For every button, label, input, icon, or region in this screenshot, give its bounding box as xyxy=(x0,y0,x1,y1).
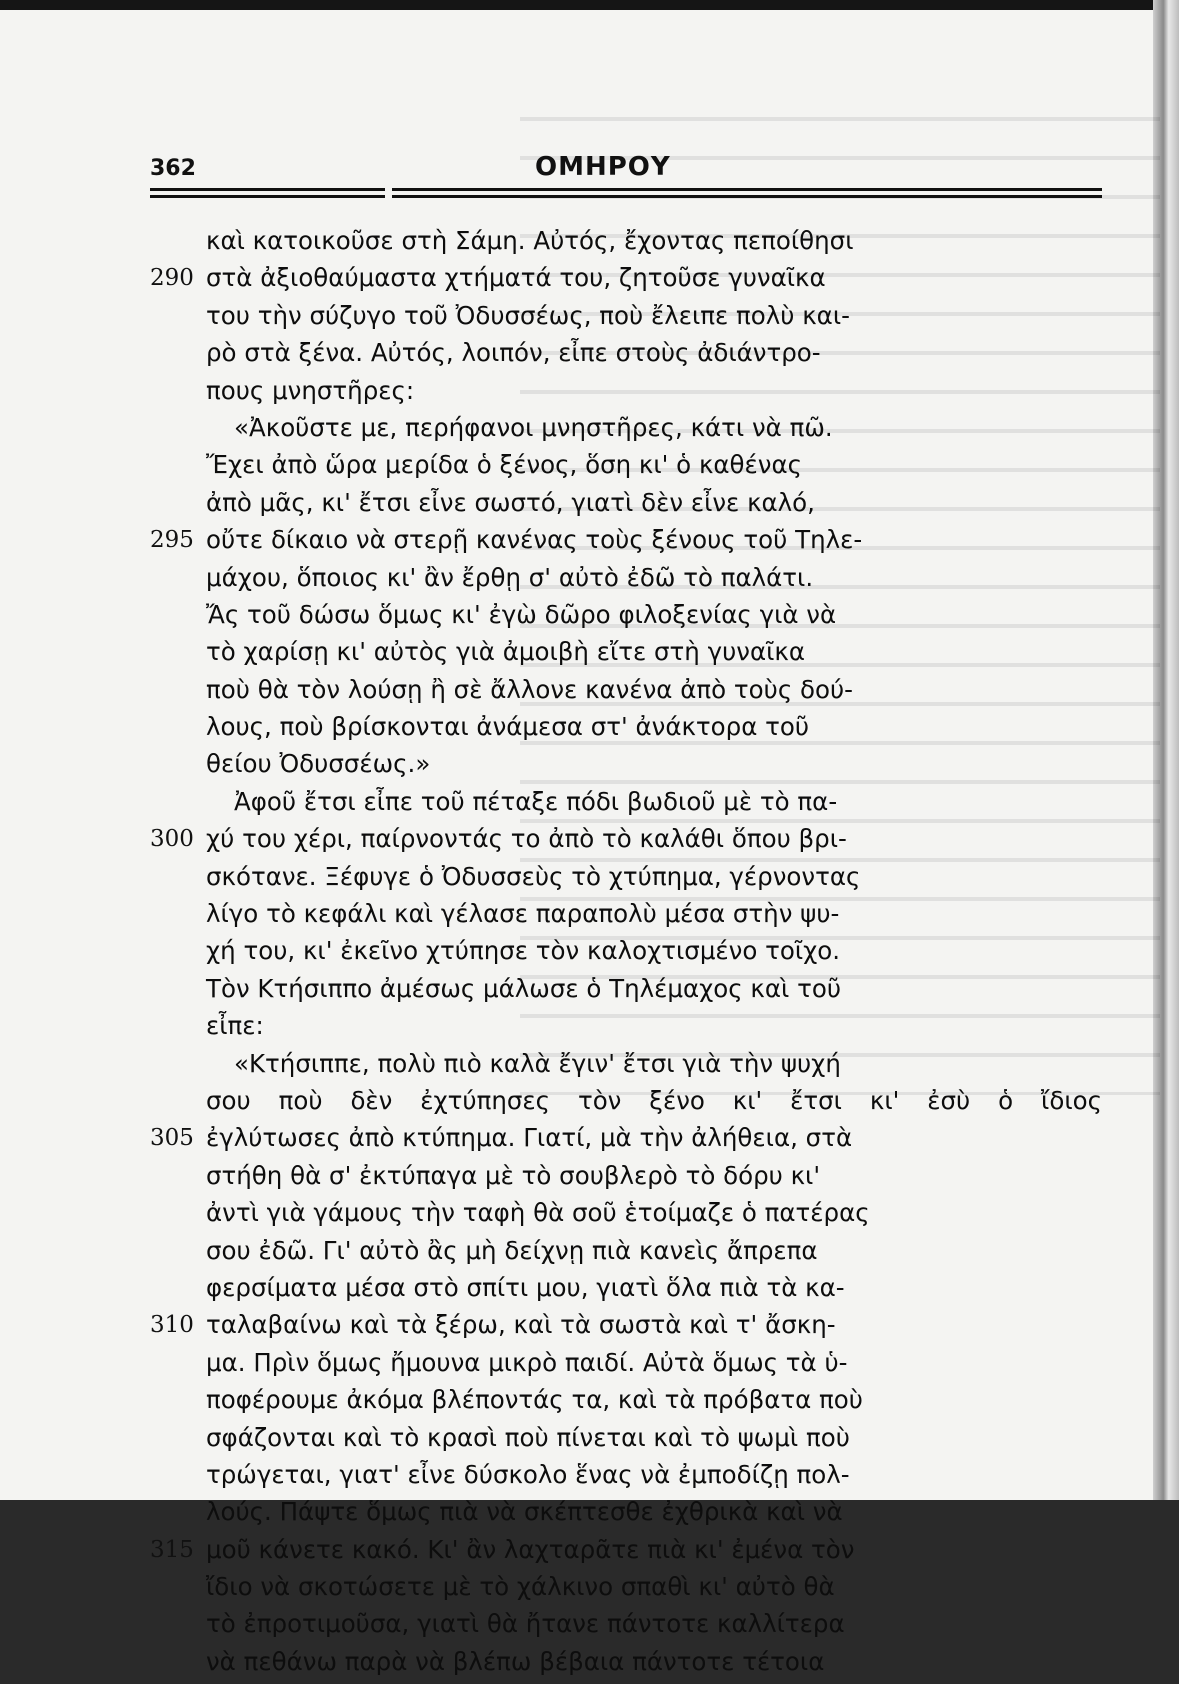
line-text: Ἄς τοῦ δώσω ὅμως κι' ἐγὼ δῶρο φιλοξενίας γιὰ νὰ xyxy=(206,599,837,629)
text-line xyxy=(150,1310,1105,1347)
line-text: μοῦ κάνετε κακό. Κι' ἂν λαχταρᾶτε πιὰ κι' ἐμένα τὸν xyxy=(206,1534,855,1564)
text-line xyxy=(150,749,1105,786)
line-text: λούς. Πάψτε ὅμως πιὰ νὰ σκέπτεσθε ἐχθρικὰ καὶ νὰ xyxy=(206,1497,843,1527)
line-number: 300 xyxy=(150,826,194,853)
line-text: ἀντὶ γιὰ γάμους τὴν ταφὴ θὰ σοῦ ἑτοίμαζε ὁ πατέρας xyxy=(206,1198,870,1228)
text-line xyxy=(150,338,1105,375)
text-line xyxy=(150,824,1105,861)
line-number: 295 xyxy=(150,527,194,554)
line-text: Ἀφοῦ ἔτσι εἶπε τοῦ πέταξε πόδι βωδιοῦ μὲ τὸ πα- xyxy=(234,786,838,816)
line-number: 290 xyxy=(150,265,194,292)
text-line xyxy=(150,1423,1105,1460)
text-line xyxy=(150,1460,1105,1497)
line-text: λους, ποὺ βρίσκονται ἀνάμεσα στ' ἀνάκτορα τοῦ xyxy=(206,712,810,742)
line-text: εἶπε: xyxy=(206,1011,264,1041)
line-text: σου ποὺ δὲν ἐχτύπησες τὸν ξένο κι' ἔτσι κι' ἐσὺ ὁ ἴδιος xyxy=(206,1085,1102,1115)
line-text: ποφέρουμε ἀκόμα βλέποντάς τα, καὶ τὰ πρόβατα ποὺ xyxy=(206,1385,863,1415)
line-text: καὶ κατοικοῦσε στὴ Σάμη. Αὐτός, ἔχοντας πεποίθησι xyxy=(206,226,854,255)
text-line xyxy=(150,263,1105,300)
running-head: ΟΜΗΡΟΥ xyxy=(535,152,671,182)
line-text: «Κτήσιππε, πολὺ πιὸ καλὰ ἔγιν' ἔτσι γιὰ τὴν ψυχή xyxy=(234,1048,841,1078)
page-top-edge xyxy=(0,0,1179,10)
line-text: Ἔχει ἀπὸ ὥρα μερίδα ὁ ξένος, ὅση κι' ὁ καθένας xyxy=(206,450,802,480)
line-text: σκότανε. Ξέφυγε ὁ Ὀδυσσεὺς τὸ χτύπημα, γέρνοντας xyxy=(206,861,861,891)
text-line xyxy=(150,1647,1105,1684)
line-text: στὰ ἀξιοθαύμαστα χτήματά του, ζητοῦσε γυναῖκα xyxy=(206,263,826,293)
line-text: νὰ πεθάνω παρὰ νὰ βλέπω βέβαια πάντοτε τέτοια xyxy=(206,1646,825,1676)
page-header xyxy=(150,150,1102,190)
line-text: Τὸν Κτήσιππο ἀμέσως μάλωσε ὁ Τηλέμαχος καὶ τοῦ xyxy=(206,973,842,1003)
text-line xyxy=(150,488,1105,525)
text-line xyxy=(150,1609,1105,1646)
line-text: ταλαβαίνω καὶ τὰ ξέρω, καὶ τὰ σωστὰ καὶ τ' ἄσκη- xyxy=(206,1310,836,1340)
body-text xyxy=(150,226,1105,1684)
page-number: 362 xyxy=(150,156,196,181)
text-line xyxy=(150,563,1105,600)
text-line xyxy=(150,1011,1105,1048)
line-text: τὸ χαρίσῃ κι' αὐτὸς γιὰ ἀμοιβὴ εἴτε στὴ γυναῖκα xyxy=(206,637,805,667)
text-line xyxy=(150,862,1105,899)
text-line xyxy=(150,899,1105,936)
text-line xyxy=(150,226,1105,263)
text-line xyxy=(150,1086,1105,1123)
text-line xyxy=(150,450,1105,487)
text-line xyxy=(150,974,1105,1011)
text-line xyxy=(150,600,1105,637)
line-text: σου ἐδῶ. Γι' αὐτὸ ἂς μὴ δείχνῃ πιὰ κανεὶς ἄπρεπα xyxy=(206,1235,818,1265)
line-text: πους μνηστῆρες: xyxy=(206,375,415,405)
line-text: «Ἀκοῦστε με, περήφανοι μνηστῆρες, κάτι νὰ πῶ. xyxy=(234,412,833,442)
text-line xyxy=(150,1385,1105,1422)
text-line xyxy=(150,1535,1105,1572)
line-text: χύ του χέρι, παίρνοντάς το ἀπὸ τὸ καλάθι ὅπου βρι- xyxy=(206,824,847,854)
line-text: σφάζονται καὶ τὸ κρασὶ ποὺ πίνεται καὶ τὸ ψωμὶ ποὺ xyxy=(206,1422,850,1452)
text-line xyxy=(150,1123,1105,1160)
line-text: μάχου, ὅποιος κι' ἂν ἔρθῃ σ' αὐτὸ ἐδῶ τὸ παλάτι. xyxy=(206,562,814,592)
line-text: ποὺ θὰ τὸν λούσῃ ἢ σὲ ἄλλονε κανένα ἀπὸ τοὺς δού- xyxy=(206,674,853,704)
text-line xyxy=(150,787,1105,824)
text-line xyxy=(150,712,1105,749)
line-number: 315 xyxy=(150,1536,194,1563)
text-line xyxy=(150,1273,1105,1310)
line-text: οὔτε δίκαιο νὰ στερῇ κανένας τοὺς ξένους τοῦ Τηλε- xyxy=(206,525,863,555)
text-line xyxy=(150,1049,1105,1086)
line-text: ρὸ στὰ ξένα. Αὐτός, λοιπόν, εἶπε στοὺς ἀδιάντρο- xyxy=(206,338,821,368)
text-line xyxy=(150,1198,1105,1235)
line-text: χή του, κι' ἐκεῖνο χτύπησε τὸν καλοχτισμένο τοῖχο. xyxy=(206,936,841,966)
line-text: του τὴν σύζυγο τοῦ Ὀδυσσέως, ποὺ ἔλειπε πολὺ και- xyxy=(206,300,850,330)
text-line xyxy=(150,525,1105,562)
text-line xyxy=(150,936,1105,973)
text-line xyxy=(150,1572,1105,1609)
line-text: ἀπὸ μᾶς, κι' ἔτσι εἶνε σωστό, γιατὶ δὲν εἶνε καλό, xyxy=(206,487,815,517)
line-text: τὸ ἐπροτιμοῦσα, γιατὶ θὰ ἤτανε πάντοτε καλλίτερα xyxy=(206,1609,845,1639)
line-text: ἴδιο νὰ σκοτώσετε μὲ τὸ χάλκινο σπαθὶ κι' αὐτὸ θὰ xyxy=(206,1572,835,1602)
line-number: 305 xyxy=(150,1125,194,1152)
text-line xyxy=(150,301,1105,338)
line-text: τρώγεται, γιατ' εἶνε δύσκολο ἕνας νὰ ἐμποδίζῃ πολ- xyxy=(206,1459,850,1489)
text-line xyxy=(150,1161,1105,1198)
line-text: θείου Ὀδυσσέως.» xyxy=(206,749,431,779)
text-line xyxy=(150,1348,1105,1385)
text-line xyxy=(150,1497,1105,1534)
line-text: φερσίματα μέσα στὸ σπίτι μου, γιατὶ ὅλα πιὰ τὰ κα- xyxy=(206,1272,845,1302)
text-line xyxy=(150,1236,1105,1273)
line-text: λίγο τὸ κεφάλι καὶ γέλασε παραπολὺ μέσα στὴν ψυ- xyxy=(206,899,840,929)
text-line xyxy=(150,376,1105,413)
line-text: ἐγλύτωσες ἀπὸ κτύπημα. Γιατί, μὰ τὴν ἀλήθεια, στὰ xyxy=(206,1123,853,1153)
text-line xyxy=(150,413,1105,450)
line-text: μα. Πρὶν ὅμως ἤμουνα μικρὸ παιδί. Αὐτὰ ὅμως τὰ ὑ- xyxy=(206,1347,848,1377)
header-rule-right xyxy=(392,188,1102,198)
text-line xyxy=(150,675,1105,712)
line-number: 310 xyxy=(150,1312,194,1339)
header-rule-left xyxy=(150,188,385,198)
text-line xyxy=(150,637,1105,674)
line-text: στήθη θὰ σ' ἐκτύπαγα μὲ τὸ σουβλερὸ τὸ δόρυ κι' xyxy=(206,1160,821,1190)
